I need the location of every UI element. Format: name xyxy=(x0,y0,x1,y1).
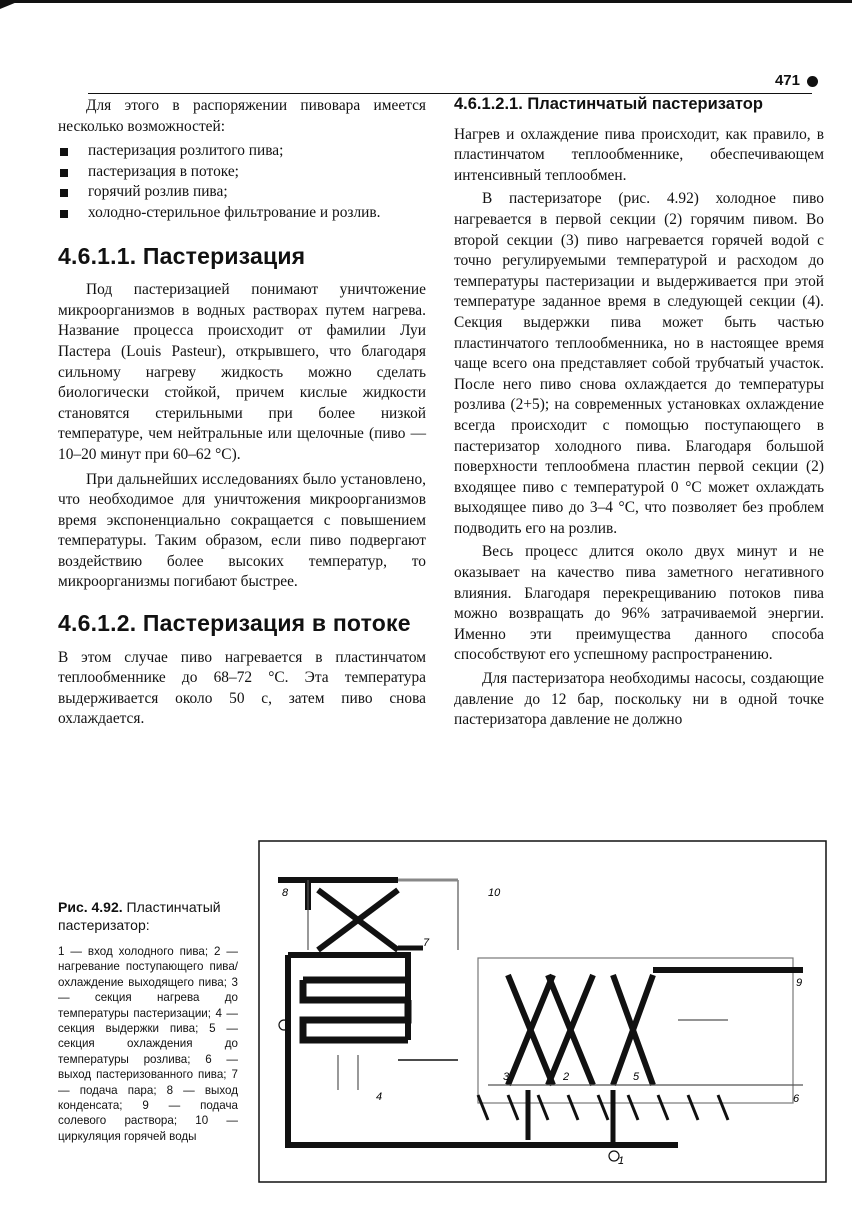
section-heading-pasteurization: 4.6.1.1. Пастеризация xyxy=(58,242,306,269)
bullet-icon xyxy=(60,169,68,177)
page-dot-icon xyxy=(807,76,818,87)
figure-frame xyxy=(259,841,826,1182)
section-heading-flow-pasteurization: 4.6.1.2. Пастеризация в потоке xyxy=(58,610,411,637)
caption-title-text: Пластинчатый пастеризатор: xyxy=(58,899,221,933)
label-3: 3 xyxy=(503,1071,510,1083)
paragraph: В этом случае пиво нагревается в пластинчатом теплообменнике до 68–72 °С. Эта температура выдерживается около 50 с, затем пиво снова охлаждается. xyxy=(58,648,426,728)
label-9: 9 xyxy=(796,977,803,989)
paragraph: Весь процесс длится около двух минут и не оказывает на качество пива заметного негативного влияния. Благодаря перекрещиванию потоков пива можно возвращать до 96% затрачиваемой энергии. Именно эти преимущества данного способа способствуют его успешному распространению. xyxy=(454,543,824,664)
left-column xyxy=(58,96,426,730)
right-column xyxy=(454,94,824,731)
list-item-text: горячий розлив пива; xyxy=(88,183,228,201)
return-pipe xyxy=(288,1040,678,1145)
top-rule xyxy=(0,0,852,3)
pasteurizer-diagram xyxy=(258,840,828,1184)
holding-serpentine xyxy=(303,980,408,1040)
caption-title xyxy=(58,898,238,934)
label-7: 7 xyxy=(423,937,430,949)
label-5: 5 xyxy=(633,1071,640,1083)
list-item xyxy=(58,162,426,183)
label-8: 8 xyxy=(282,887,289,899)
label-6: 6 xyxy=(793,1093,800,1105)
list-item-text: холодно-стерильное фильтрование и розлив. xyxy=(88,203,381,221)
diagram-svg xyxy=(258,840,828,1184)
page-number: 471 xyxy=(774,72,800,89)
list-item xyxy=(58,141,426,162)
label-2: 2 xyxy=(563,1071,570,1083)
list-item-text: пастеризация розлитого пива; xyxy=(88,142,284,160)
top-border xyxy=(0,0,852,8)
section-3-cross xyxy=(508,975,553,1085)
bullet-icon xyxy=(60,210,68,218)
bullet-icon xyxy=(60,189,68,197)
list-item xyxy=(58,203,426,224)
paragraph: Нагрев и охлаждение пива происходит, как правило, в пластинчатом теплообменнике, обеспечивающем интенсивный теплообмен. xyxy=(454,125,824,184)
steam-crossing xyxy=(318,890,398,950)
bullet-icon xyxy=(60,148,68,156)
corner-mark xyxy=(0,0,22,9)
holding-support xyxy=(338,1055,358,1090)
label-10: 10 xyxy=(488,887,501,899)
label-1: 1 xyxy=(618,1155,625,1167)
caption-label: Рис. 4.92. xyxy=(58,899,123,915)
exchanger-feet xyxy=(478,1095,728,1120)
subsection-heading: 4.6.1.2.1. Пластинчатый пастеризатор xyxy=(454,95,763,113)
paragraph: В пастеризаторе (рис. 4.92) холодное пиво нагревается в первой секции (2) горячим пивом. Во второй секции (3) пиво нагревается горячей водой с точно регулируемыми температурой и расходом до температуры пастеризации и выдерживается при этой температуре заданное время в следующей секции (4). Секция выдержки пива может быть частью пластинчатого теплообменника, но в настоящее время чаще всего она представляет собой трубчатый участок. После него пиво снова охлаждается до температуры розлива (2+5); на современных установках охлаждение всегда происходит с помощью поступающего в пастеризатор холодного пива. Благодаря большой поверхности теплообмена пластин первой секции (2) входящее пиво с температурой 0 °С может охлаждать выходящее пиво до 3–4 °С, что позволяет без проблем подводить его на розлив. xyxy=(454,190,824,537)
paragraph: Для пастеризатора необходимы насосы, создающие давление до 12 бар, поскольку ни в одной точке пастеризатора давление не должно xyxy=(454,670,824,729)
intro-paragraph: Для этого в распоряжении пивовара имеется несколько возможностей: xyxy=(58,97,426,135)
list-item-text: пастеризация в потоке; xyxy=(88,162,239,180)
label-4: 4 xyxy=(376,1091,383,1103)
caption-legend: 1 — вход холодного пива; 2 — нагревание поступающего пива/охлаждение выходящего пива; 3 — секция нагрева до температуры пастеризации; 4 — секция выдержки пива; 5 — секция охлаждения до температуры розлива; 6 — выход пастеризованного пива; 7 — подача пара; 8 — выход конденсата; 9 — подача солевого раствора; 10 — циркуляция горячей воды xyxy=(58,945,238,1143)
page-header xyxy=(88,72,828,96)
section-2-cross xyxy=(548,975,593,1085)
options-list xyxy=(58,141,426,223)
paragraph: Под пастеризацией понимают уничтожение микроорганизмов в водных растворах путем нагрева. Название процесса происходит от фамилии Луи Пастера (Louis Pasteur), открывшего, что благодаря сильному нагреву жидкость можно сделать биологически стойкой, причем кислые жидкости становятся стерильными при более низкой температуре, чем нейтральные или щелочные (пиво — 10–20 минут при 60–62 °С). xyxy=(58,281,426,463)
paragraph: При дальнейших исследованиях было установлено, что необходимое для уничтожения микроорганизмов время экспоненциально сокращается с повышением температуры. Таким образом, если пиво подвергают воздействию более высоких температур, то микроорганизмы погибают быстрее. xyxy=(58,470,426,591)
section-5-cross xyxy=(613,975,653,1085)
figure-caption xyxy=(58,898,238,1144)
list-item xyxy=(58,182,426,203)
